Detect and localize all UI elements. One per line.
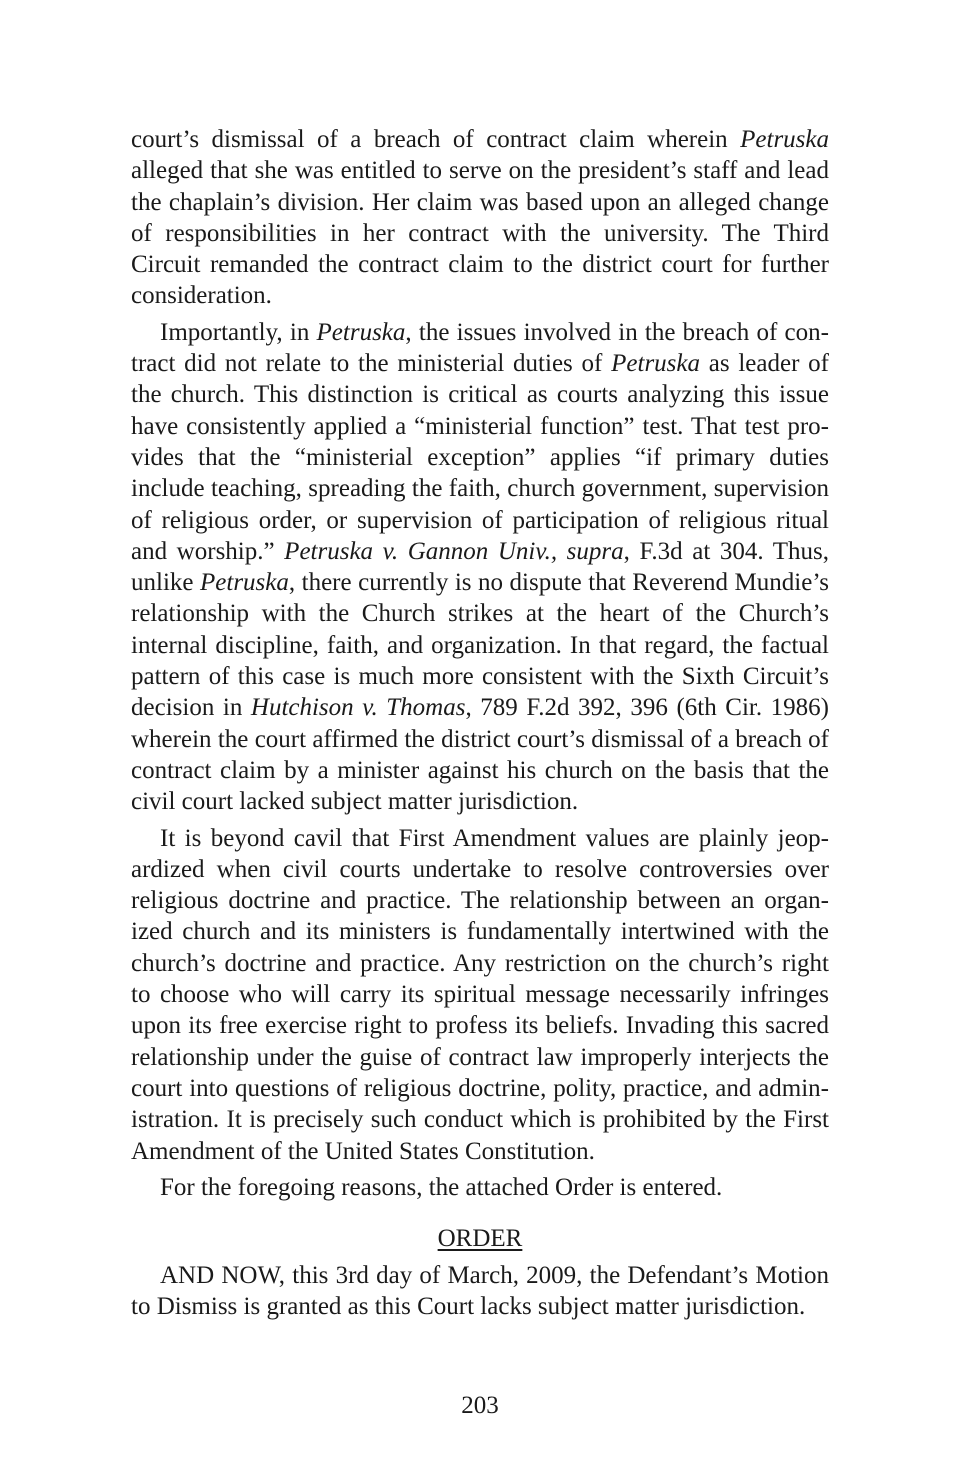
text-run: alleged that she was entitled to serve on the president’s staff and lead the chaplain’s division. Her claim was based upon an alleged change of responsibilities in her contract with the university. The Third Circuit remanded the contract claim to the district court for further consideration. bbox=[131, 157, 829, 310]
paragraph-foregoing-reasons: For the foregoing reasons, the attached Order is entered. bbox=[160, 1173, 723, 1201]
text-run: , there currently is no dispute that Reverend Mundie’s relationship with the Church strikes at the heart of the Church’s internal discipline, faith, and organization. In that regard, the factual pattern of this case is much more consistent with the Sixth Circuit’s decision in bbox=[131, 569, 829, 722]
text-run: court’s dismissal of a breach of contract claim wherein bbox=[131, 126, 741, 153]
text-run: , 789 F.2d 392, 396 (6th Cir. 1986) wherein the court affirmed the district court’s dismissal of a breach of contract claim by a minister against his church on the basis that the civil court lacked subject matter jurisdiction. bbox=[131, 694, 829, 816]
text-run: , the issues involved in the breach of contract did not relate to the ministerial duties of bbox=[131, 318, 829, 378]
case-citation: Petruska v. Gannon Univ., supra bbox=[284, 537, 624, 565]
order-heading: ORDER bbox=[437, 1225, 523, 1253]
case-name: Petruska bbox=[200, 569, 289, 597]
paragraph-ministerial-function bbox=[131, 317, 829, 818]
text-run: as leader of the church. This distinction is critical as courts analyzing this issue have consistently applied a “ministerial function” test. That test provides that the “ministerial exception” applies “if primary duties include teaching, spreading the faith, church government, supervision of religious order, or supervision of participation of religious ritual and worship.” bbox=[131, 350, 829, 565]
page-body bbox=[131, 124, 829, 1323]
case-name: Petruska bbox=[316, 318, 406, 346]
case-name: Petruska bbox=[740, 126, 829, 153]
paragraph-order: AND NOW, this 3rd day of March, 2009, the Defendant’s Motion to Dismiss is granted as this Court lacks subject matter jurisdiction. bbox=[131, 1262, 829, 1321]
text-run: Importantly, in bbox=[160, 318, 317, 346]
case-name: Petruska bbox=[611, 350, 700, 378]
paragraph-continuation bbox=[131, 124, 829, 312]
paragraph-first-amendment: It is beyond cavil that First Amendment values are plainly jeopardized when civil courts undertake to resolve controversies over religious doctrine and practice. The relationship between an organized church and its ministers is fundamentally intertwined with the church’s doctrine and practice. Any restriction on the church’s right to choose who will carry its spiritual message necessarily infringes upon its free exercise right to profess its beliefs. Invading this sacred relationship under the guise of contract law improperly interjects the court into questions of religious doctrine, polity, practice, and administration. It is precisely such conduct which is prohibited by the First Amendment of the United States Constitution. bbox=[131, 824, 829, 1165]
case-citation: Hutchison v. Thomas bbox=[250, 694, 466, 722]
page-number: 203 bbox=[461, 1392, 499, 1419]
text-run: , F.3d at 304. Thus, unlike bbox=[131, 537, 829, 597]
